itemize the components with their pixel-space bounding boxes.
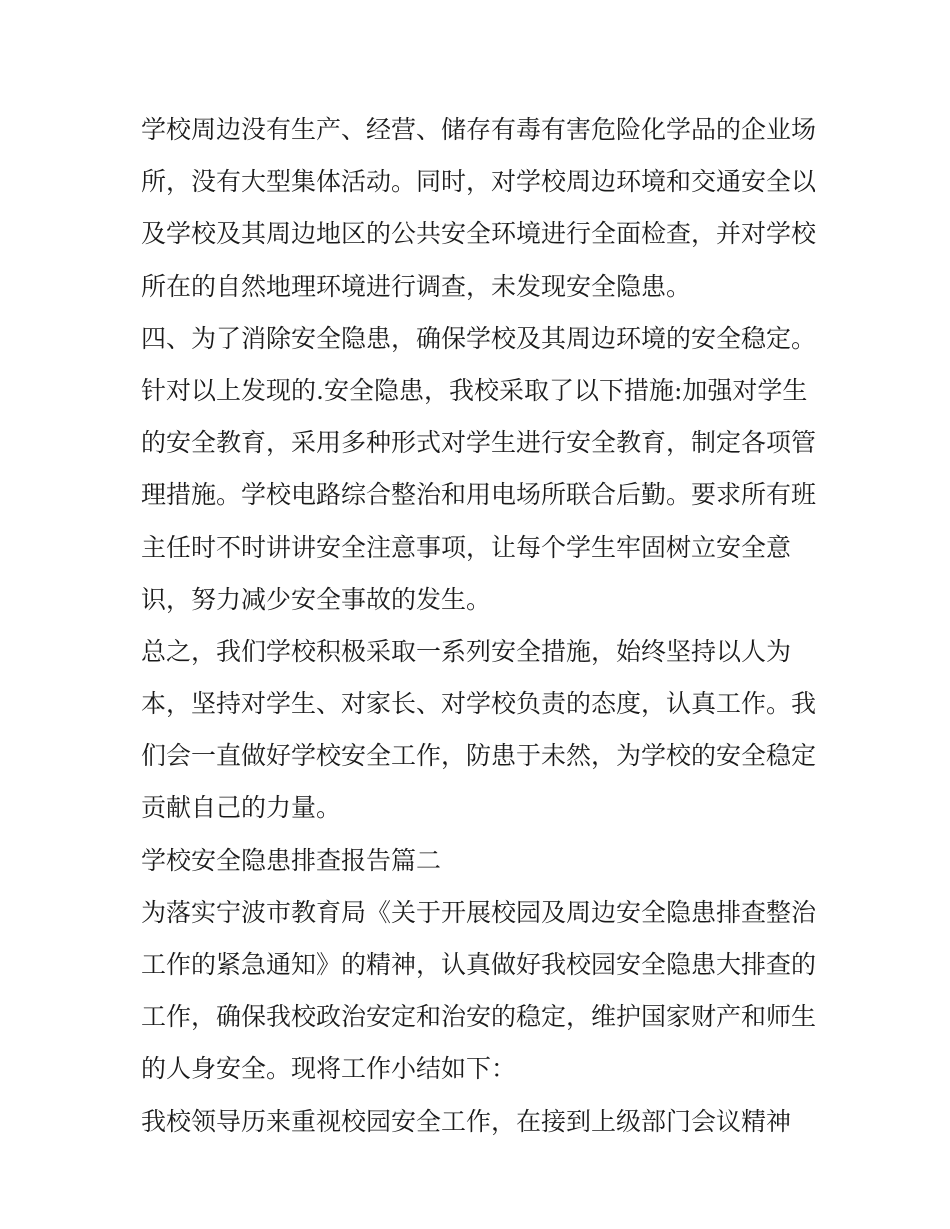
document-body [141, 104, 821, 1148]
text-line: 主任时不时讲讲安全注意事项，让每个学生牢固树立安全意 [141, 532, 792, 562]
section-heading-line: 四、为了消除安全隐患，确保学校及其周边环境的安全稳定。 [141, 323, 817, 353]
text-line: 总之，我们学校积极采取一系列安全措施，始终坚持以人为 [141, 636, 792, 666]
article-title: 学校安全隐患排查报告篇二 [141, 845, 442, 875]
text-line: 们会一直做好学校安全工作，防患于未然，为学校的安全稳定 [141, 741, 817, 771]
text-line: 工作的紧急通知》的精神，认真做好我校园安全隐患大排查的 [141, 950, 817, 979]
text-line: 我校领导历来重视校园安全工作，在接到上级部门会议精神 [141, 1106, 792, 1136]
text-line: 识，努力减少安全事故的发生。 [141, 584, 492, 614]
text-line: 为落实宁波市教育局《关于开展校园及周边安全隐患排查整治 [141, 897, 817, 927]
text-line: 学校周边没有生产、经营、储存有毒有害危险化学品的企业场 [141, 115, 817, 144]
text-line: 理措施。学校电路综合整治和用电场所联合后勤。要求所有班 [141, 480, 817, 510]
text-line: 针对以上发现的.安全隐患，我校采取了以下措施:加强对学生 [141, 375, 808, 405]
text-line: 所，没有大型集体活动。同时，对学校周边环境和交通安全以 [141, 167, 817, 197]
text-line: 的安全教育，采用多种形式对学生进行安全教育，制定各项管 [141, 428, 817, 458]
text-line: 本，坚持对学生、对家长、对学校负责的态度，认真工作。我 [141, 689, 817, 719]
text-line: 贡献自己的力量。 [141, 793, 342, 823]
text-line: 所在的自然地理环境进行调查，未发现安全隐患。 [141, 271, 692, 301]
text-line: 的人身安全。现将工作小结如下： [141, 1054, 517, 1084]
text-line: 及学校及其周边地区的公共安全环境进行全面检查，并对学校 [141, 219, 817, 249]
text-line: 工作，确保我校政治安定和治安的稳定，维护国家财产和师生 [141, 1002, 817, 1032]
